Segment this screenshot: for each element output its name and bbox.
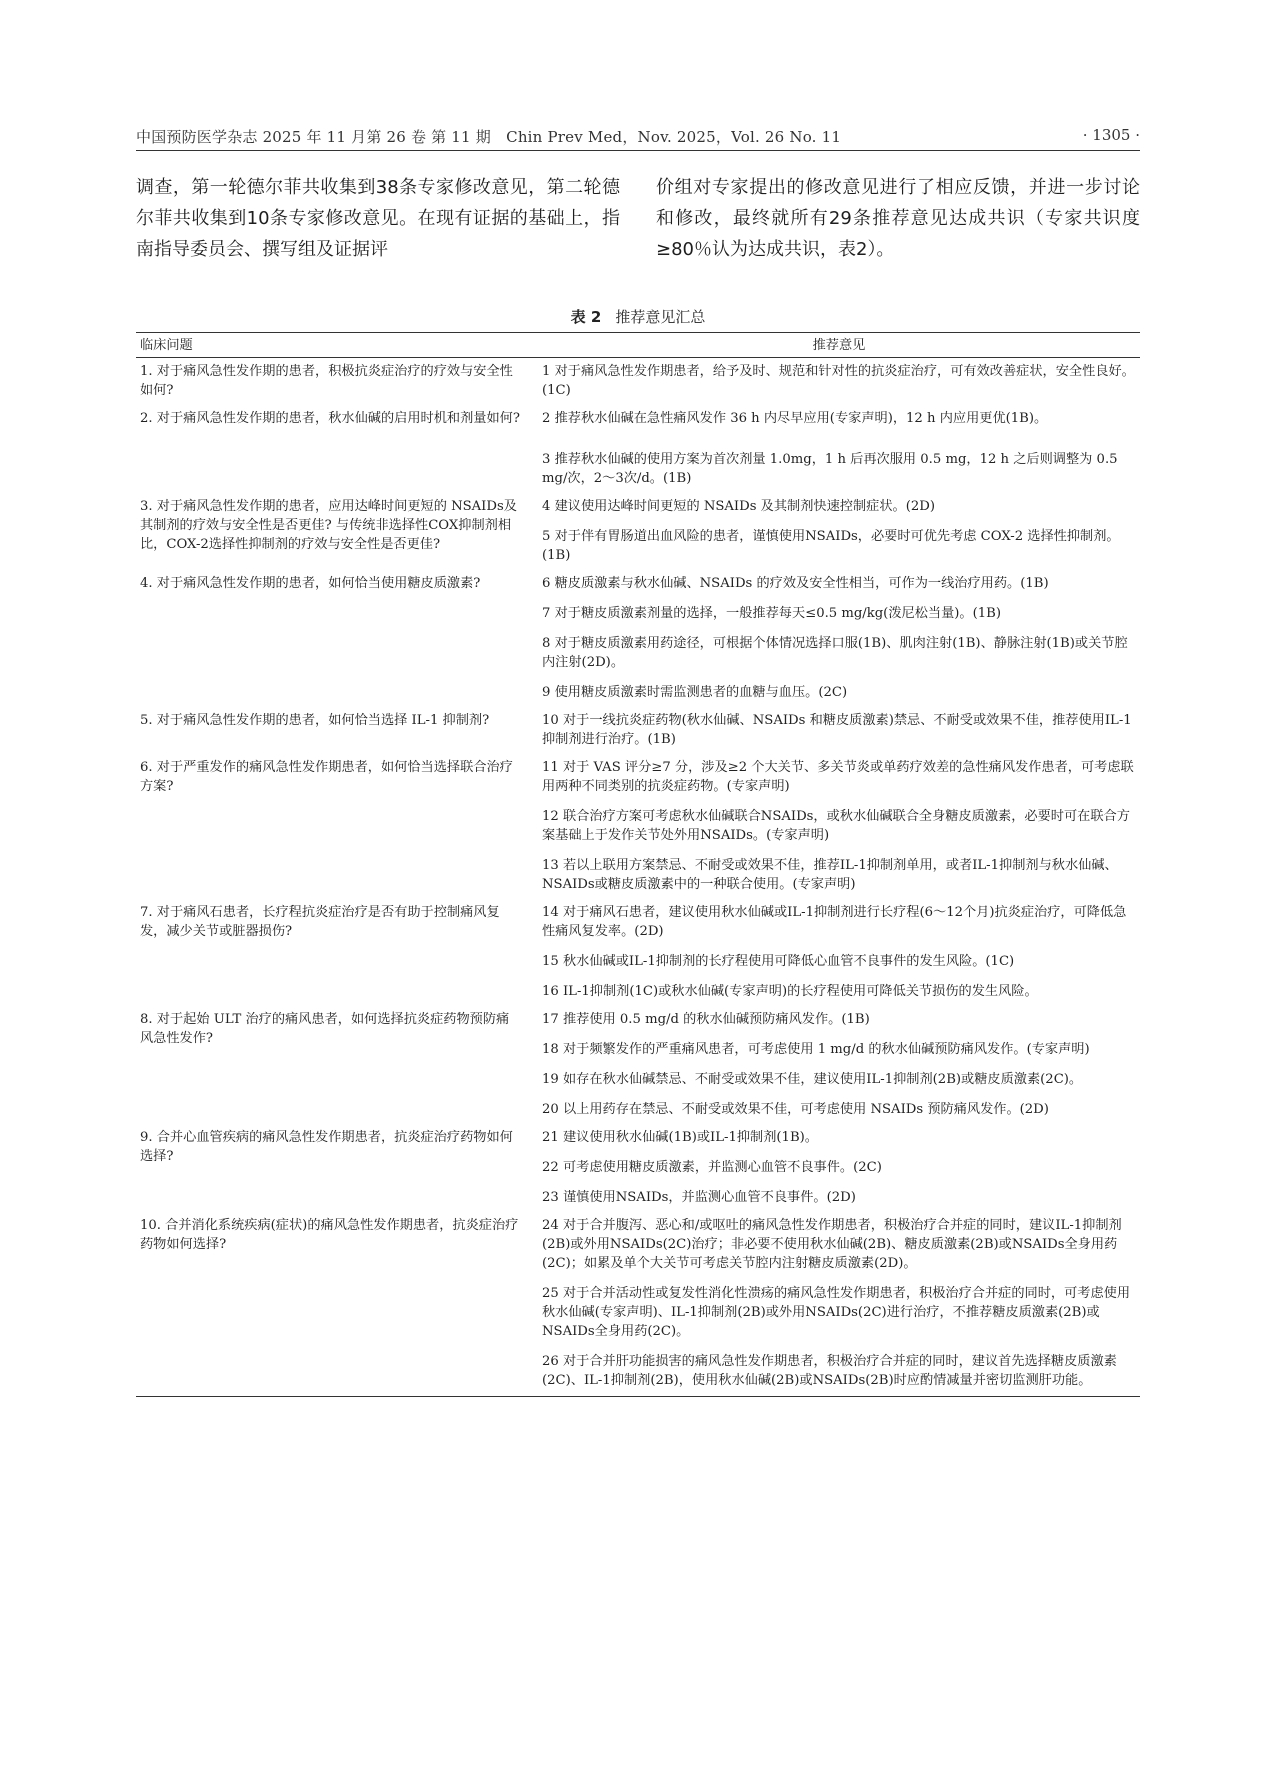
question-cell: 7. 对于痛风石患者，长疗程抗炎症治疗是否有助于控制痛风复发，减少关节或脏器损伤?: [140, 905, 500, 939]
journal-citation: 中国预防医学杂志 2025 年 11 月第 26 卷 第 11 期 Chin Prev Med，Nov. 2025，Vol. 26 No. 11: [136, 128, 842, 146]
question-cell: 8. 对于起始 ULT 治疗的痛风患者，如何选择抗炎症药物预防痛风急性发作?: [140, 1012, 510, 1046]
table-header-row: [136, 333, 1140, 358]
table-row: [136, 493, 1140, 521]
recommendation-cell: 11 对于 VAS 评分≥7 分，涉及≥2 个大关节、多关节炎或单药疗效差的急性痛风发作患者，可考虑联用两种不同类别的抗炎症药物。(专家声明): [542, 760, 1134, 794]
question-cell: 2. 对于痛风急性发作期的患者，秋水仙碱的启用时机和剂量如何?: [140, 411, 520, 426]
table-title: 推荐意见汇总: [615, 308, 706, 326]
recommendation-cell: 13 若以上联用方案禁忌、不耐受或效果不佳，推荐IL-1抑制剂单用，或者IL-1抑制剂与秋水仙碱、NSAIDs或糖皮质激素中的一种联合使用。(专家声明): [542, 858, 1118, 892]
table-row: [136, 1006, 1140, 1034]
body-paragraph-left: 调查，第一轮德尔菲共收集到38条专家修改意见，第二轮德尔菲共收集到10条专家修改意见。在现有证据的基础上，指南指导委员会、撰写组及证据评: [136, 177, 620, 260]
recommendation-cell: 22 可考虑使用糖皮质激素，并监测心血管不良事件。(2C): [542, 1160, 882, 1175]
body-paragraph-right: 价组对专家提出的修改意见进行了相应反馈，并进一步讨论和修改，最终就所有29条推荐意见达成共识（专家共识度≥80％认为达成共识，表2）。: [656, 177, 1140, 260]
recommendation-cell: 24 对于合并腹泻、恶心和/或呕吐的痛风急性发作期患者，积极治疗合并症的同时，建议IL-1抑制剂(2B)或外用NSAIDs(2C)治疗；非必要不使用秋水仙碱(2B)、糖皮质激素(2B)或NSAIDs全身用药(2C)；如累及单个大关节可考虑关节腔内注射糖皮质激素(2D)。: [542, 1218, 1122, 1271]
recommendation-cell: 5 对于伴有胃肠道出血风险的患者，谨慎使用NSAIDs，必要时可优先考虑 COX-2 选择性抑制剂。(1B): [542, 529, 1120, 563]
recommendation-cell: 3 推荐秋水仙碱的使用方案为首次剂量 1.0mg，1 h 后再次服用 0.5 mg，12 h 之后则调整为 0.5 mg/次，2～3次/d。(1B): [542, 452, 1118, 486]
recommendation-cell: 1 对于痛风急性发作期患者，给予及时、规范和针对性的抗炎症治疗，可有效改善症状，安全性良好。(1C): [542, 364, 1135, 398]
column-header-question: 临床问题: [136, 333, 538, 358]
recommendation-cell: 15 秋水仙碱或IL-1抑制剂的长疗程使用可降低心血管不良事件的发生风险。(1C): [542, 954, 1015, 969]
recommendation-cell: 14 对于痛风石患者，建议使用秋水仙碱或IL-1抑制剂进行长疗程(6～12个月)抗炎症治疗，可降低急性痛风复发率。(2D): [542, 905, 1127, 939]
table-row: [136, 358, 1140, 406]
recommendation-cell: 25 对于合并活动性或复发性消化性溃疡的痛风急性发作期患者，积极治疗合并症的同时，可考虑使用秋水仙碱(专家声明)、IL-1抑制剂(2B)或外用NSAIDs(2C)进行治疗，不推荐糖皮质激素(2B)或NSAIDs全身用药(2C)。: [542, 1286, 1131, 1339]
table-label: 表 2: [570, 308, 602, 326]
recommendation-cell: 26 对于合并肝功能损害的痛风急性发作期患者，积极治疗合并症的同时，建议首先选择糖皮质激素(2C)、IL-1抑制剂(2B)，使用秋水仙碱(2B)或NSAIDs(2B)时应酌情减量并密切监测肝功能。: [538, 1346, 1140, 1397]
question-cell: 4. 对于痛风急性发作期的患者，如何恰当使用糖皮质激素?: [140, 576, 481, 591]
column-header-recommendation: 推荐意见: [538, 333, 1140, 358]
recommendation-cell: 9 使用糖皮质激素时需监测患者的血糖与血压。(2C): [542, 685, 848, 700]
table-row: [136, 1124, 1140, 1152]
table-row: [136, 899, 1140, 946]
table-row: [136, 1212, 1140, 1278]
recommendation-cell: 12 联合治疗方案可考虑秋水仙碱联合NSAIDs，或秋水仙碱联合全身糖皮质激素，必要时可在联合方案基础上于发作关节处外用NSAIDs。(专家声明): [542, 809, 1130, 843]
recommendation-cell: 8 对于糖皮质激素用药途径，可根据个体情况选择口服(1B)、肌肉注射(1B)、静脉注射(1B)或关节腔内注射(2D)。: [542, 636, 1128, 670]
header-rule: [136, 150, 1140, 151]
recommendation-cell: 17 推荐使用 0.5 mg/d 的秋水仙碱预防痛风发作。(1B): [542, 1012, 870, 1027]
recommendation-cell: 20 以上用药存在禁忌、不耐受或效果不佳，可考虑使用 NSAIDs 预防痛风发作。(2D): [542, 1102, 1049, 1117]
recommendations-table: [136, 332, 1140, 1397]
question-cell: 9. 合并心血管疾病的痛风急性发作期患者，抗炎症治疗药物如何选择?: [140, 1130, 513, 1164]
table-row: [136, 707, 1140, 754]
recommendation-cell: 16 IL-1抑制剂(1C)或秋水仙碱(专家声明)的长疗程使用可降低关节损伤的发生风险。: [542, 984, 1038, 999]
recommendation-cell: 18 对于频繁发作的严重痛风患者，可考虑使用 1 mg/d 的秋水仙碱预防痛风发作。(专家声明): [542, 1042, 1090, 1057]
recommendation-cell: 19 如存在秋水仙碱禁忌、不耐受或效果不佳，建议使用IL-1抑制剂(2B)或糖皮质激素(2C)。: [542, 1072, 1083, 1087]
recommendation-cell: 4 建议使用达峰时间更短的 NSAIDs 及其制剂快速控制症状。(2D): [542, 499, 935, 514]
recommendation-cell: 23 谨慎使用NSAIDs，并监测心血管不良事件。(2D): [542, 1190, 856, 1205]
question-cell: 5. 对于痛风急性发作期的患者，如何恰当选择 IL-1 抑制剂?: [140, 713, 490, 728]
table-row: [136, 405, 1140, 433]
running-header: [136, 122, 1140, 152]
question-cell: 3. 对于痛风急性发作期的患者，应用达峰时间更短的 NSAIDs及其制剂的疗效与安全性是否更佳? 与传统非选择性COX抑制剂相比，COX-2选择性抑制剂的疗效与安全性是否更佳?: [140, 499, 517, 552]
table-row: [136, 754, 1140, 801]
table-row: [136, 570, 1140, 598]
recommendation-cell: 2 推荐秋水仙碱在急性痛风发作 36 h 内尽早应用(专家声明)，12 h 内应用更优(1B)。: [542, 411, 1048, 426]
recommendation-cell: 6 糖皮质激素与秋水仙碱、NSAIDs 的疗效及安全性相当，可作为一线治疗用药。(1B): [542, 576, 1049, 591]
recommendation-cell: 21 建议使用秋水仙碱(1B)或IL-1抑制剂(1B)。: [542, 1130, 818, 1145]
question-cell: 10. 合并消化系统疾病(症状)的痛风急性发作期患者，抗炎症治疗药物如何选择?: [136, 1212, 538, 1397]
table-caption: [136, 306, 1140, 327]
question-cell: 1. 对于痛风急性发作期的患者，积极抗炎症治疗的疗效与安全性如何?: [140, 364, 513, 398]
recommendation-cell: 10 对于一线抗炎症药物(秋水仙碱、NSAIDs 和糖皮质激素)禁忌、不耐受或效果不佳，推荐使用IL-1抑制剂进行治疗。(1B): [542, 713, 1132, 747]
recommendation-cell: 7 对于糖皮质激素剂量的选择，一般推荐每天≤0.5 mg/kg(泼尼松当量)。(1B): [542, 606, 1001, 621]
page-number: · 1305 ·: [1082, 126, 1140, 144]
question-cell: 6. 对于严重发作的痛风急性发作期患者，如何恰当选择联合治疗方案?: [140, 760, 513, 794]
